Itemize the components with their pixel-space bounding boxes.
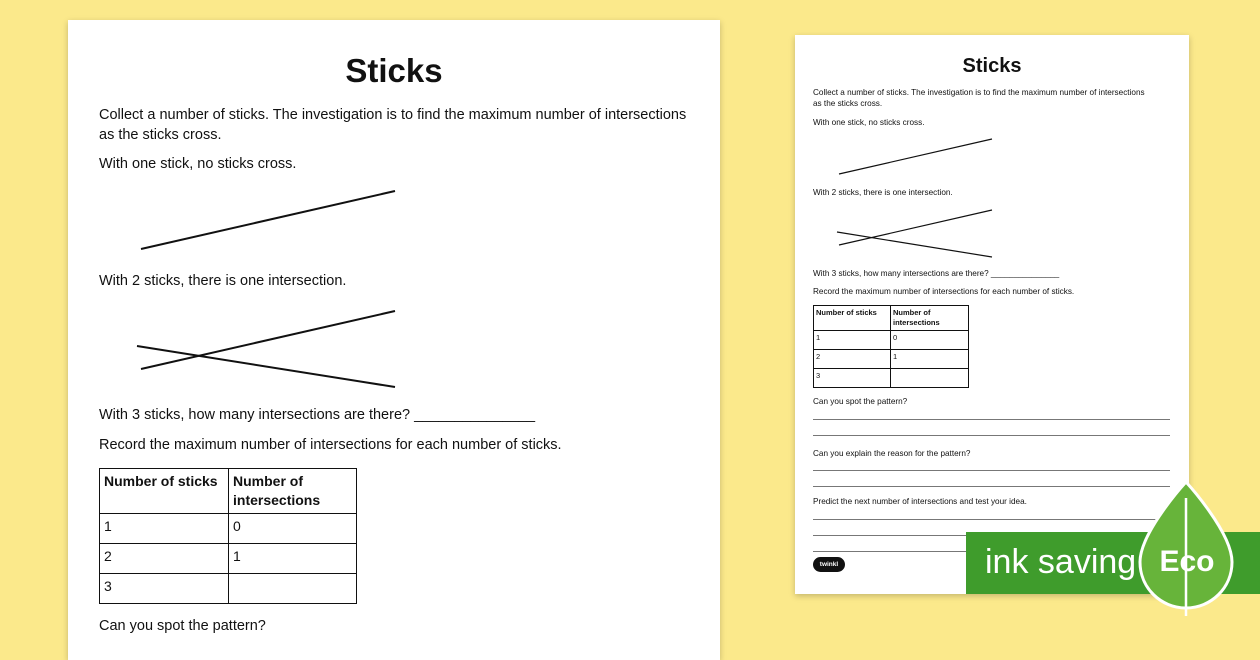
table-cell: 1 bbox=[100, 514, 229, 544]
one-stick-text: With one stick, no sticks cross. bbox=[99, 156, 297, 172]
table-header-sticks: Number of sticks bbox=[100, 469, 229, 514]
answer-line bbox=[813, 419, 1170, 420]
table-header-intersections: Number of intersections bbox=[229, 469, 357, 514]
intro-line-2: as the sticks cross. bbox=[813, 99, 883, 108]
table-row bbox=[814, 369, 969, 388]
table-header-intersections: Number of intersections bbox=[891, 306, 969, 331]
table-cell: 1 bbox=[814, 331, 891, 350]
stick-line-two-b bbox=[137, 346, 395, 387]
stick-line-one bbox=[141, 191, 395, 249]
table-cell bbox=[891, 369, 969, 388]
ink-saving-label: ink saving bbox=[985, 543, 1137, 581]
table-cell: 0 bbox=[891, 331, 969, 350]
table-header-row bbox=[100, 469, 357, 514]
one-stick-text: With one stick, no sticks cross. bbox=[813, 118, 925, 127]
results-table bbox=[813, 305, 969, 388]
answer-line bbox=[813, 435, 1170, 436]
results-table bbox=[99, 468, 357, 604]
three-sticks-question: With 3 sticks, how many intersections are there? _______________ bbox=[99, 407, 536, 423]
intro-line-1: Collect a number of sticks. The investigation is to find the maximum number of intersections bbox=[99, 107, 687, 123]
table-cell bbox=[229, 574, 357, 604]
stick-line-one bbox=[839, 139, 992, 174]
stick-line-two-b bbox=[837, 232, 992, 257]
pattern-question: Can you spot the pattern? bbox=[813, 397, 908, 406]
table-row bbox=[100, 514, 357, 544]
answer-line bbox=[813, 486, 1170, 487]
stick-diagrams bbox=[795, 35, 1189, 275]
three-sticks-question: With 3 sticks, how many intersections are there? _______________ bbox=[813, 269, 1060, 278]
table-row bbox=[814, 350, 969, 369]
table-cell: 2 bbox=[100, 544, 229, 574]
table-row bbox=[100, 574, 357, 604]
intro-line-2: as the sticks cross. bbox=[99, 127, 222, 143]
record-instruction: Record the maximum number of intersections for each number of sticks. bbox=[99, 437, 562, 453]
answer-line bbox=[813, 470, 1170, 471]
worksheet-title: Sticks bbox=[345, 52, 443, 89]
table-cell: 0 bbox=[229, 514, 357, 544]
table-row bbox=[814, 331, 969, 350]
table-header-row bbox=[814, 306, 969, 331]
table-cell: 3 bbox=[100, 574, 229, 604]
table-cell: 3 bbox=[814, 369, 891, 388]
record-instruction: Record the maximum number of intersections for each number of sticks. bbox=[813, 287, 1075, 296]
answer-line bbox=[813, 519, 1170, 520]
two-sticks-text: With 2 sticks, there is one intersection. bbox=[99, 273, 347, 289]
pattern-question: Can you spot the pattern? bbox=[99, 618, 266, 634]
worksheet-page-large bbox=[68, 20, 720, 660]
eco-label: Eco bbox=[1159, 545, 1215, 578]
reason-question: Can you explain the reason for the pattern? bbox=[813, 449, 971, 458]
stick-line-two-a bbox=[839, 210, 992, 245]
stick-diagrams bbox=[68, 20, 720, 420]
two-sticks-text: With 2 sticks, there is one intersection. bbox=[813, 188, 953, 197]
worksheet-title: Sticks bbox=[962, 55, 1022, 77]
intro-line-1: Collect a number of sticks. The investigation is to find the maximum number of intersections bbox=[813, 88, 1145, 97]
table-header-sticks: Number of sticks bbox=[814, 306, 891, 331]
table-cell: 1 bbox=[229, 544, 357, 574]
stick-line-two-a bbox=[141, 311, 395, 369]
table-cell: 1 bbox=[891, 350, 969, 369]
twinkl-logo: twinkl bbox=[813, 557, 845, 572]
predict-question: Predict the next number of intersections and test your idea. bbox=[813, 497, 1027, 506]
table-row bbox=[100, 544, 357, 574]
table-cell: 2 bbox=[814, 350, 891, 369]
